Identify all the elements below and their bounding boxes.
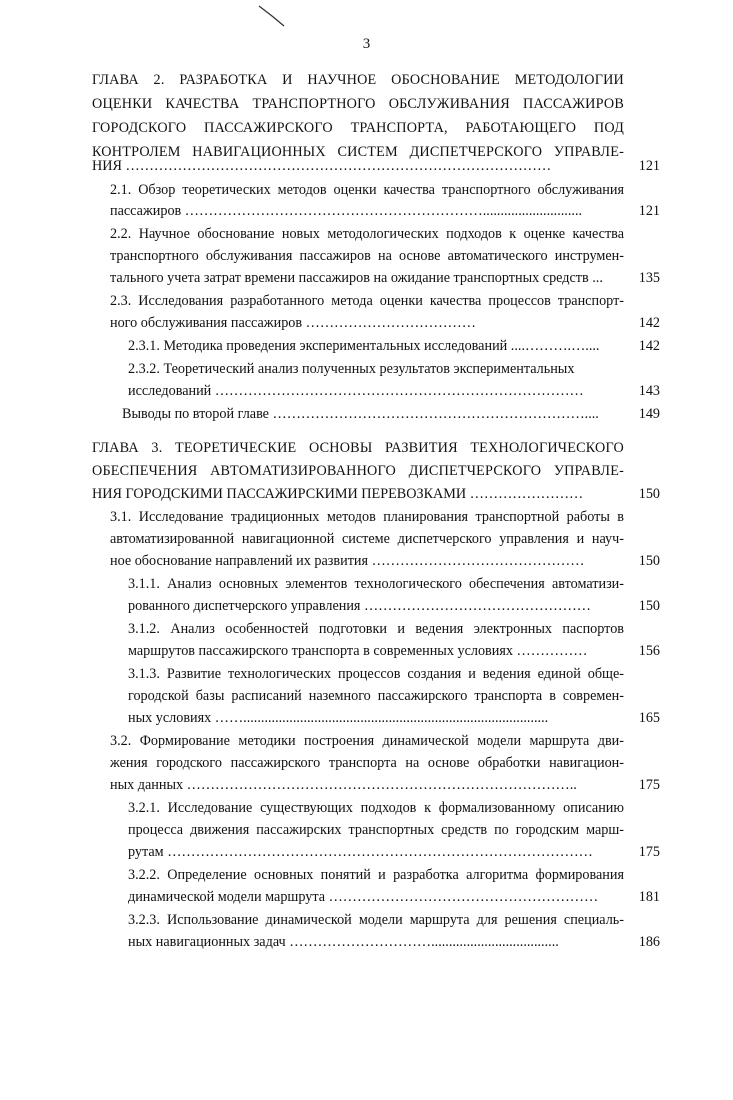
toc-line: 3.2.3. Использование динамической модели маршрута для решения специаль- <box>128 912 624 928</box>
page-number: 3 <box>362 36 371 52</box>
toc-line: ОБЕСПЕЧЕНИЯ АВТОМАТИЗИРОВАННОГО ДИСПЕТЧЕРСКОГО УПРАВЛЕ- <box>92 463 624 479</box>
toc-line: динамической модели маршрута ………………………………………………… <box>128 889 599 905</box>
toc-line: КОНТРОЛЕМ НАВИГАЦИОННЫХ СИСТЕМ ДИСПЕТЧЕРСКОГО УПРАВЛЕ- <box>92 144 624 160</box>
toc-page-number: 181 <box>638 889 660 905</box>
toc-line: Выводы по второй главе ………………………………………………………….... <box>122 406 599 422</box>
toc-line: 2.2. Научное обоснование новых методологических подходов к оценке качества <box>110 226 624 242</box>
toc-page-number: 165 <box>638 710 660 726</box>
toc-page-number: 142 <box>638 338 660 354</box>
toc-line: 2.3.1. Методика проведения экспериментальных исследований ....……….….... <box>128 338 600 354</box>
toc-page-number: 186 <box>638 934 660 950</box>
toc-line: 3.2.1. Исследование существующих подходов к формализованному описанию <box>128 800 624 816</box>
toc-line: процесса движения пассажирских транспортных средств по городским марш- <box>128 822 624 838</box>
toc-line: тального учета затрат времени пассажиров на ожидание транспортных средств ... <box>110 270 603 286</box>
toc-line: городской базы расписаний наземного пассажирского транспорта в современ- <box>128 688 624 704</box>
toc-line: ных навигационных задач ………………………….................................... <box>128 934 559 950</box>
toc-line: ОЦЕНКИ КАЧЕСТВА ТРАНСПОРТНОГО ОБСЛУЖИВАНИЯ ПАССАЖИРОВ <box>92 96 624 112</box>
toc-page-number: 156 <box>638 643 660 659</box>
toc-line: исследований …………………………………………………………………… <box>128 383 584 399</box>
toc-page-number: 142 <box>638 315 660 331</box>
toc-line: 2.1. Обзор теоретических методов оценки качества транспортного обслуживания <box>110 182 624 198</box>
toc-page-number: 121 <box>638 203 660 219</box>
toc-page-number: 150 <box>638 553 660 569</box>
toc-line: 3.2.2. Определение основных понятий и разработка алгоритма формирования <box>128 867 624 883</box>
toc-line: 3.2. Формирование методики построения динамической модели маршрута дви- <box>110 733 624 749</box>
toc-page-number: 150 <box>638 598 660 614</box>
toc-line: ное обоснование направлений их развития ……………………………………… <box>110 553 585 569</box>
toc-page-number: 135 <box>638 270 660 286</box>
toc-page-number: 175 <box>638 844 660 860</box>
toc-line: рутам ……………………………………………………………………………… <box>128 844 593 860</box>
toc-line: 3.1. Исследование традиционных методов планирования транспортной работы в <box>110 509 624 525</box>
toc-line: пассажиров ………………………………………………………............................ <box>110 203 583 219</box>
toc-line: 2.3.2. Теоретический анализ полученных результатов экспериментальных <box>128 361 575 377</box>
toc-page-number: 121 <box>638 158 660 174</box>
toc-line: 3.1.1. Анализ основных элементов технологического обеспечения автоматизи- <box>128 576 624 592</box>
toc-line: ного обслуживания пассажиров ……………………………… <box>110 315 476 331</box>
toc-page-number: 149 <box>638 406 660 422</box>
toc-line: 3.1.2. Анализ особенностей подготовки и ведения электронных паспортов <box>128 621 624 637</box>
toc-line: 3.1.3. Развитие технологических процессов создания и ведения единой обще- <box>128 666 624 682</box>
toc-line: ных условиях ……...................................................................................... <box>128 710 549 726</box>
toc-page-number: 143 <box>638 383 660 399</box>
toc-line: НИЯ ……………………………………………………………………………… <box>92 158 552 174</box>
toc-line: рованного диспетчерского управления ………………………………………… <box>128 598 591 614</box>
scan-mark <box>258 4 288 30</box>
toc-line: ГЛАВА 3. ТЕОРЕТИЧЕСКИЕ ОСНОВЫ РАЗВИТИЯ ТЕХНОЛОГИЧЕСКОГО <box>92 440 624 456</box>
toc-line: ГОРОДСКОГО ПАССАЖИРСКОГО ТРАНСПОРТА, РАБОТАЮЩЕГО ПОД <box>92 120 624 136</box>
toc-line: ГЛАВА 2. РАЗРАБОТКА И НАУЧНОЕ ОБОСНОВАНИЕ МЕТОДОЛОГИИ <box>92 72 624 88</box>
toc-line: жения городского пассажирского транспорта на основе обработки навигацион- <box>110 755 624 771</box>
toc-line: транспортного обслуживания пассажиров на основе автоматического инструмен- <box>110 248 624 264</box>
toc-line: 2.3. Исследования разработанного метода оценки качества процессов транспорт- <box>110 293 624 309</box>
toc-line: автоматизированной навигационной системе диспетчерского управления и науч- <box>110 531 624 547</box>
toc-page-number: 150 <box>638 486 660 502</box>
toc-line: ных данных ……………………………………………………………………….. <box>110 777 577 793</box>
toc-line: маршрутов пассажирского транспорта в современных условиях …………… <box>128 643 588 659</box>
toc-page-number: 175 <box>638 777 660 793</box>
toc-line: НИЯ ГОРОДСКИМИ ПАССАЖИРСКИМИ ПЕРЕВОЗКАМИ …………………… <box>92 486 584 502</box>
